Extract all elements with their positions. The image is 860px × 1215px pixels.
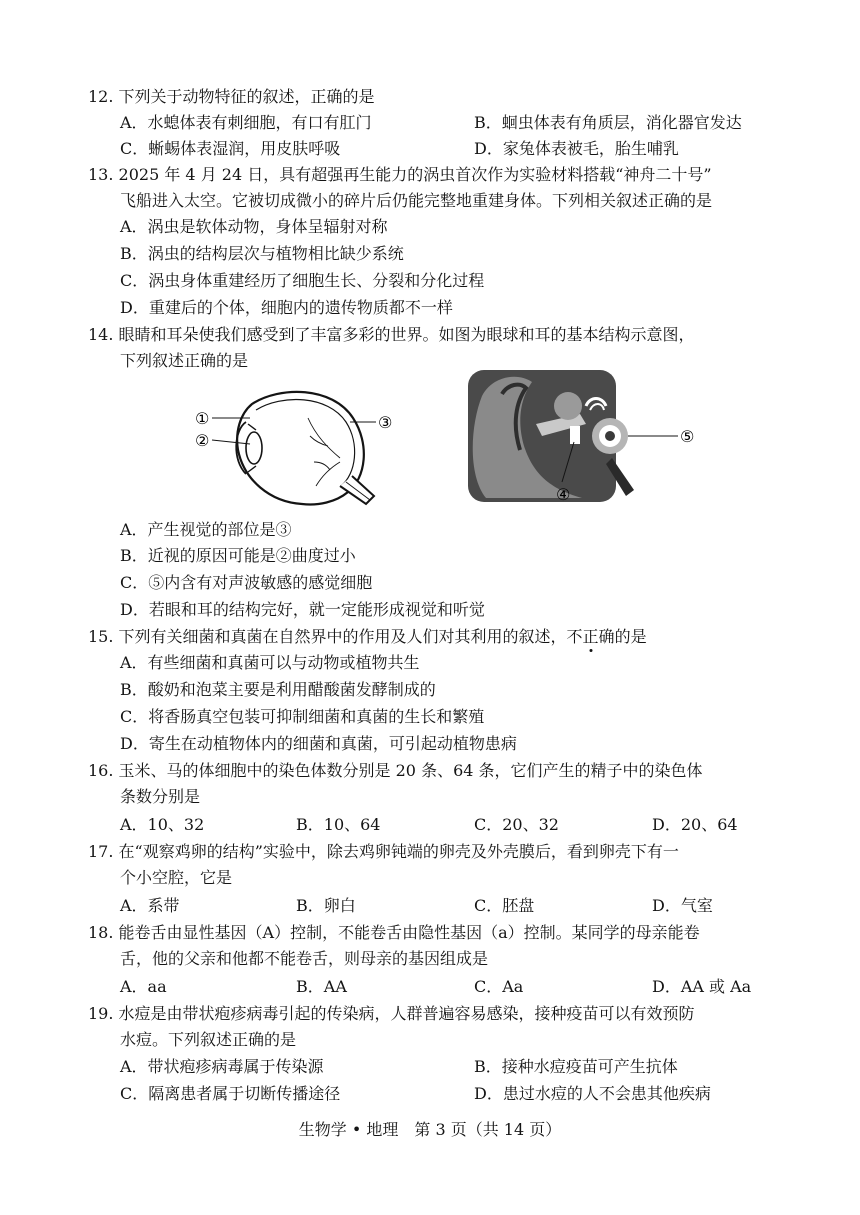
q17-option-c: C．胚盘 [474, 896, 535, 915]
q15-stem-pre: 15. 下列有关细菌和真菌在自然界中的作用及人们对其利用的叙述， [88, 627, 567, 646]
q12-option-a: A．水螅体表有刺细胞，有口有肛门 [120, 113, 372, 132]
eye-label-1: ① [195, 409, 210, 428]
q17-stem-line2: 个小空腔，它是 [120, 868, 233, 887]
q16-stem-line2: 条数分别是 [120, 787, 201, 806]
eye-label-3: ③ [378, 413, 393, 432]
q16-stem-line1: 16. 玉米、马的体细胞中的染色体数分别是 20 条、64 条，它们产生的精子中的染色体 [88, 761, 703, 780]
q16-option-c: C．20、32 [474, 815, 559, 834]
q15-stem [88, 626, 647, 648]
q13-stem-line2: 飞船进入太空。它被切成微小的碎片后仍能完整地重建身体。下列相关叙述正确的是 [120, 191, 713, 210]
q15-option-a: A．有些细菌和真菌可以与动物或植物共生 [120, 653, 420, 672]
q18-option-b: B．AA [296, 977, 347, 996]
q15-stem-post: 的是 [614, 627, 647, 646]
q18-option-a: A．aa [120, 977, 167, 996]
q14-option-b: B．近视的原因可能是②曲度过小 [120, 546, 356, 565]
q19-option-d: D．患过水痘的人不会患其他疾病 [474, 1084, 711, 1103]
q13-option-b: B．涡虫的结构层次与植物相比缺少系统 [120, 244, 404, 263]
ear-label-4: ④ [556, 485, 571, 504]
q18-stem-line2: 舌，他的父亲和他都不能卷舌，则母亲的基因组成是 [120, 949, 489, 968]
q15-stem-emphasis: 不正确 [566, 627, 615, 646]
q16-option-d: D．20、64 [652, 815, 738, 834]
eye-label-2: ② [195, 431, 210, 450]
q18-stem-line1: 18. 能卷舌由显性基因（A）控制，不能卷舌由隐性基因（a）控制。某同学的母亲能卷 [88, 923, 700, 942]
q19-option-b: B．接种水痘疫苗可产生抗体 [474, 1057, 678, 1076]
eyeball-diagram [190, 378, 410, 513]
q14-stem-line2: 下列叙述正确的是 [120, 351, 249, 370]
q17-option-d: D．气室 [652, 896, 713, 915]
q14-option-c: C．⑤内含有对声波敏感的感觉细胞 [120, 573, 373, 592]
q17-stem-line1: 17. 在“观察鸡卵的结构”实验中，除去鸡卵钝端的卵壳及外壳膜后，看到卵壳下有一 [88, 842, 679, 861]
q19-stem-line2: 水痘。下列叙述正确的是 [120, 1030, 297, 1049]
q14-stem-line1: 14. 眼睛和耳朵使我们感受到了丰富多彩的世界。如图为眼球和耳的基本结构示意图， [88, 325, 695, 344]
q18-option-c: C．Aa [474, 977, 524, 996]
q16-option-a: A．10、32 [120, 815, 205, 834]
q12-option-d: D．家兔体表被毛，胎生哺乳 [474, 139, 679, 158]
ear-label-5: ⑤ [680, 427, 695, 446]
q13-option-c: C．涡虫身体重建经历了细胞生长、分裂和分化过程 [120, 271, 485, 290]
ear-diagram [462, 366, 702, 516]
q17-option-a: A．系带 [120, 896, 180, 915]
q15-option-d: D．寄生在动植物体内的细菌和真菌，可引起动植物患病 [120, 734, 517, 753]
q19-option-a: A．带状疱疹病毒属于传染源 [120, 1057, 324, 1076]
q12-option-c: C．蜥蜴体表湿润，用皮肤呼吸 [120, 139, 341, 158]
q13-option-d: D．重建后的个体，细胞内的遗传物质都不一样 [120, 298, 453, 317]
q18-option-d: D．AA 或 Aa [652, 977, 752, 996]
q16-option-b: B．10、64 [296, 815, 381, 834]
q14-option-d: D．若眼和耳的结构完好，就一定能形成视觉和听觉 [120, 600, 485, 619]
q13-stem-line1: 13. 2025 年 4 月 24 日，具有超强再生能力的涡虫首次作为实验材料搭载“神舟二十号” [88, 165, 712, 184]
page-footer: 生物学 • 地理 第 3 页（共 14 页） [298, 1120, 562, 1139]
q19-stem-line1: 19. 水痘是由带状疱疹病毒引起的传染病，人群普遍容易感染，接种疫苗可以有效预防 [88, 1004, 695, 1023]
q13-option-a: A．涡虫是软体动物，身体呈辐射对称 [120, 217, 388, 236]
q15-option-c: C．将香肠真空包装可抑制细菌和真菌的生长和繁殖 [120, 707, 485, 726]
q19-option-c: C．隔离患者属于切断传播途径 [120, 1084, 341, 1103]
q12-option-b: B．蛔虫体表有角质层，消化器官发达 [474, 113, 742, 132]
q15-option-b: B．酸奶和泡菜主要是利用醋酸菌发酵制成的 [120, 680, 436, 699]
q12-stem: 12. 下列关于动物特征的叙述，正确的是 [88, 87, 375, 106]
q14-option-a: A．产生视觉的部位是③ [120, 520, 292, 539]
q17-option-b: B．卵白 [296, 896, 356, 915]
